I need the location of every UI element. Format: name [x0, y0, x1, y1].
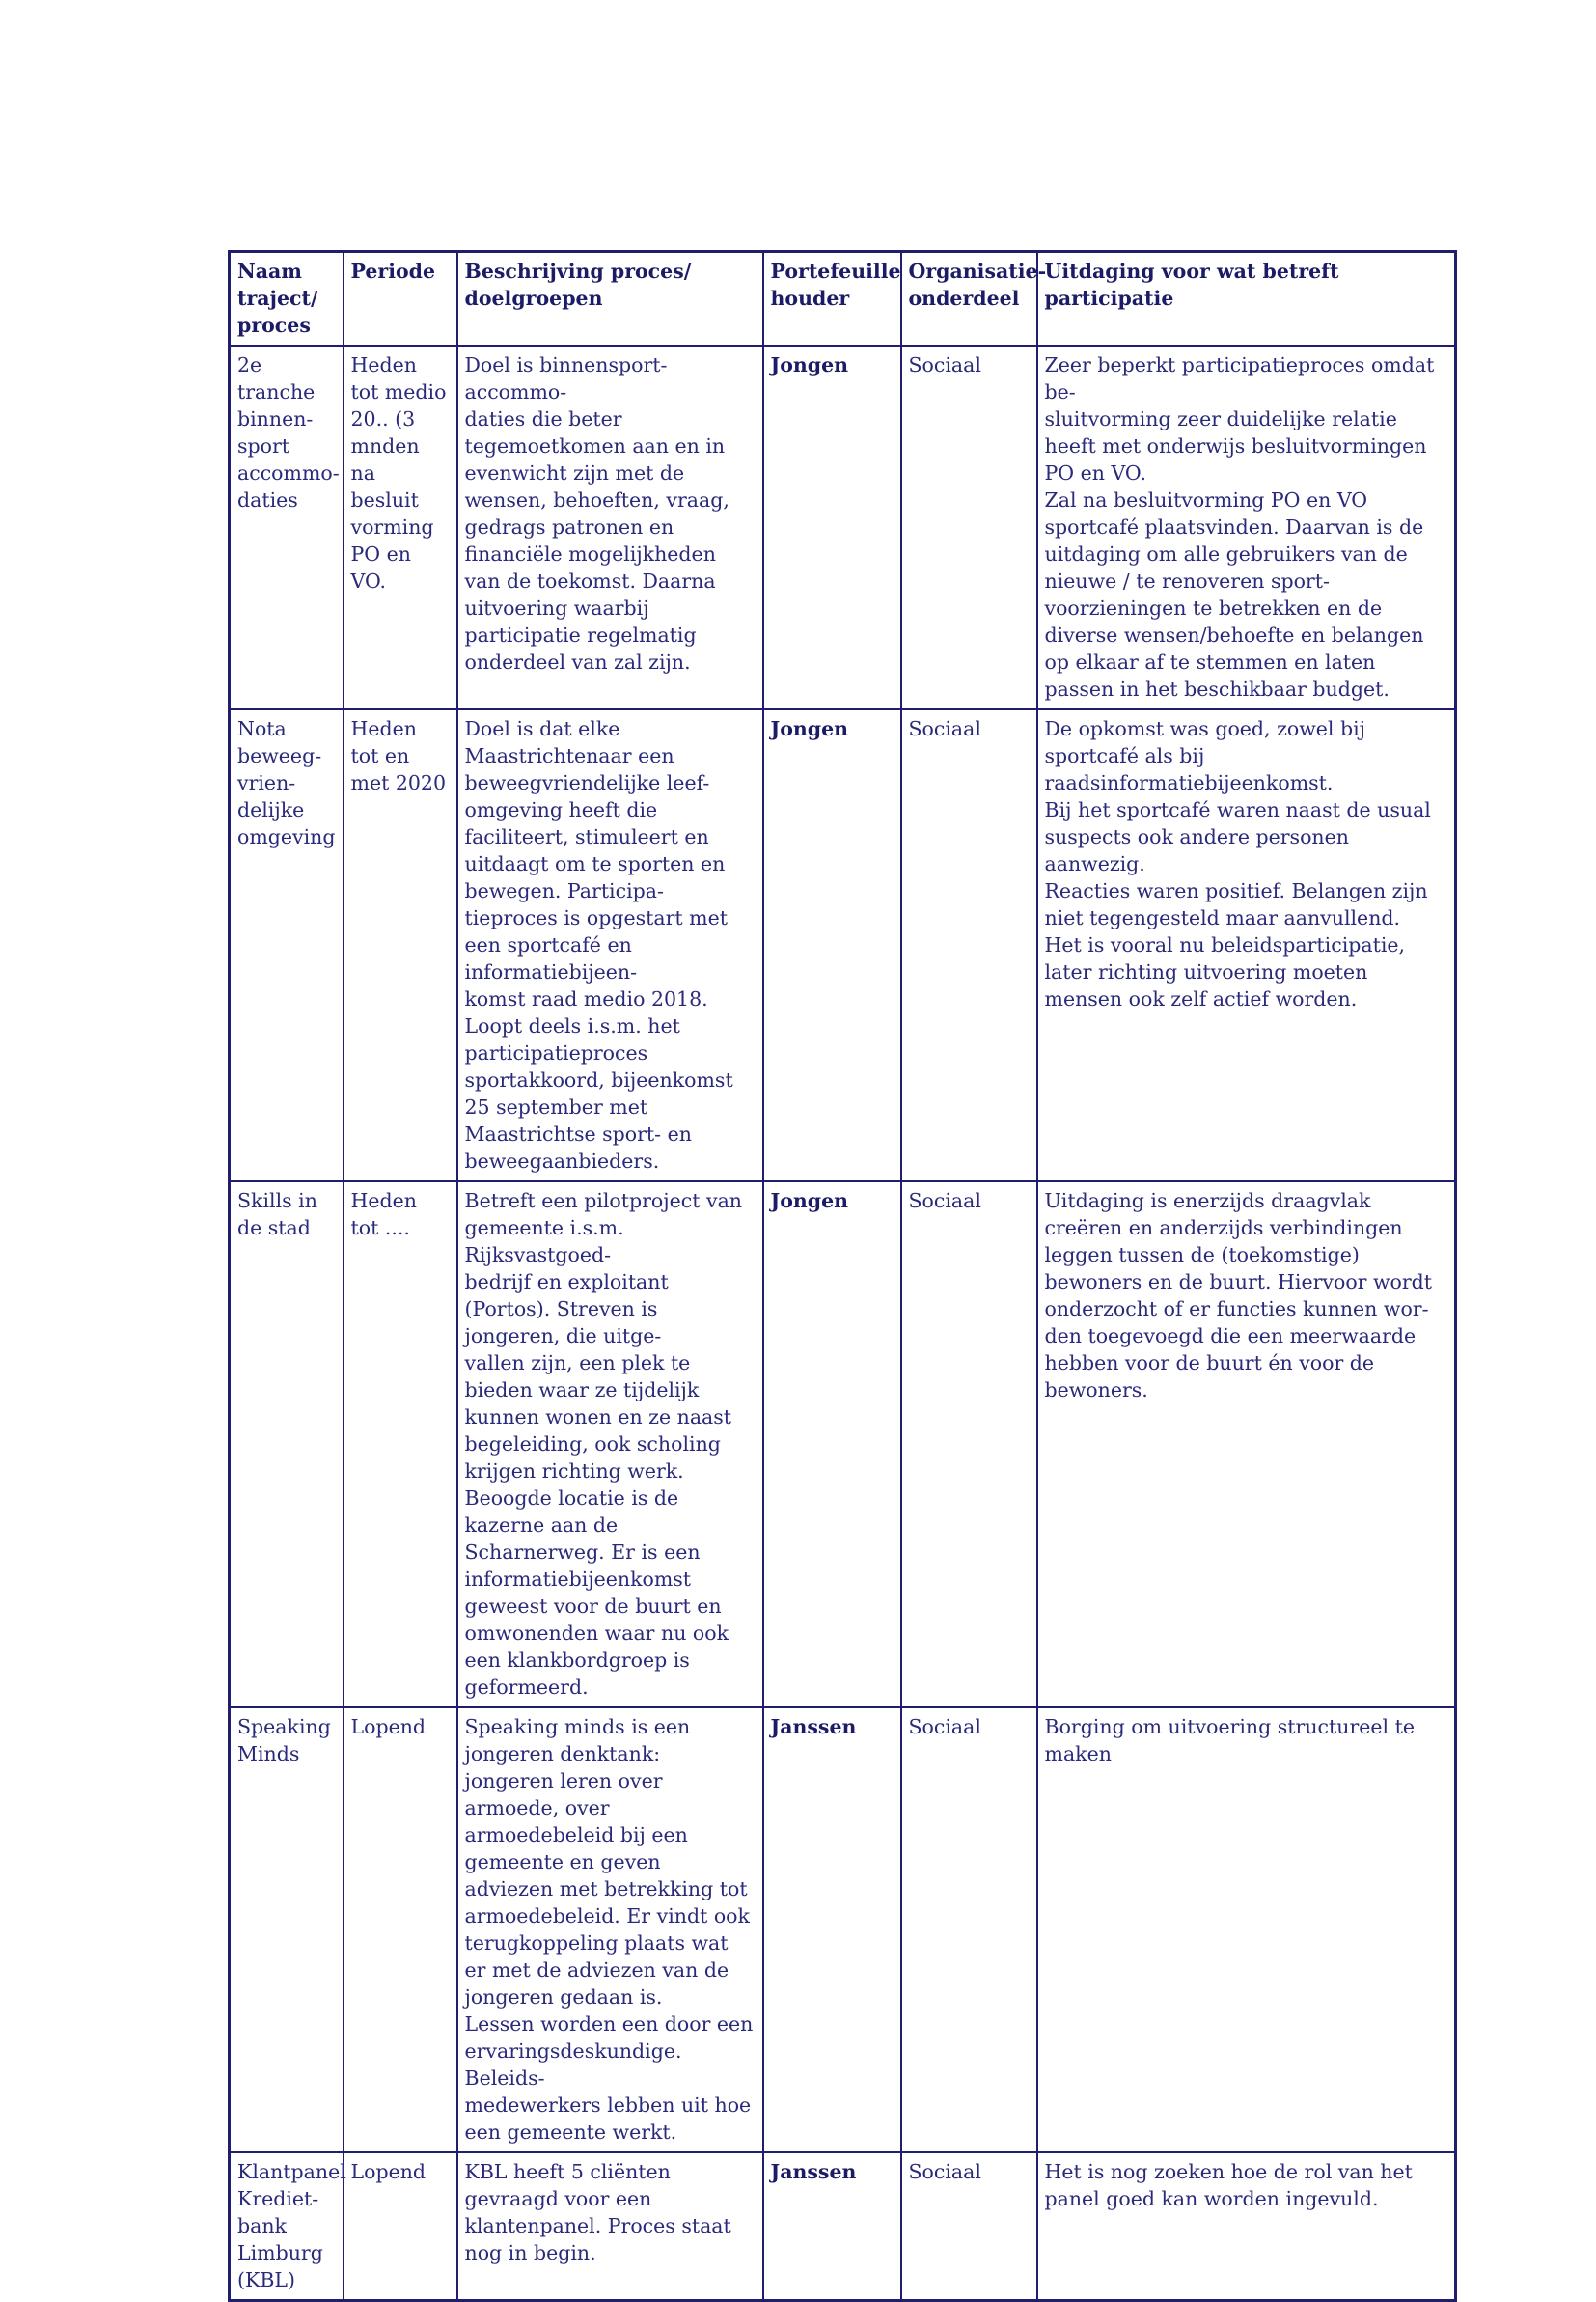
table-row [230, 709, 1456, 1181]
cell-beschrijving: Betreft een pilotproject van gemeente i.s.m. Rijksvastgoed- bedrijf en exploitant (Portos). Streven is jongeren, die uitge- vallen zijn, een plek te bieden waar ze tijdelijk kunnen wonen en ze naast begeleiding, ook scholing krijgen richting werk. Beoogde locatie is de kazerne aan de Scharnerweg. Er is een informatiebijeenkomst geweest voor de buurt en omwonenden waar nu ook een klankbordgroep is geformeerd. [457, 1181, 763, 1707]
header-uitdaging: Uitdaging voor wat betreft participatie [1037, 252, 1456, 347]
cell-portefeuille: Jongen [763, 346, 901, 709]
cell-uitdaging: Borging om uitvoering structureel te maken [1037, 1707, 1456, 2152]
table-row [230, 346, 1456, 709]
header-beschrijving: Beschrijving proces/ doelgroepen [457, 252, 763, 347]
table-header-row [230, 252, 1456, 347]
cell-beschrijving: Doel is dat elke Maastrichtenaar een beweegvriendelijke leef- omgeving heeft die faciliteert, stimuleert en uitdaagt om te sporten en bewegen. Participa- tieproces is opgestart met een sportcafé en informatiebijeen- komst raad medio 2018. Loopt deels i.s.m. het participatieproces sportakkoord, bijeenkomst 25 september met Maastrichtse sport- en beweegaanbieders. [457, 709, 763, 1181]
cell-naam: Nota beweeg- vrien- delijke omgeving [230, 709, 344, 1181]
cell-naam: 2e tranche binnen- sport accommo- daties [230, 346, 344, 709]
cell-periode: Lopend [344, 1707, 457, 2152]
cell-beschrijving: Doel is binnensport-accommo- daties die beter tegemoetkomen aan en in evenwicht zijn met de wensen, behoeften, vraag, gedrags patronen en financiële mogelijkheden van de toekomst. Daarna uitvoering waarbij participatie regelmatig onderdeel van zal zijn. [457, 346, 763, 709]
cell-portefeuille: Janssen [763, 2152, 901, 2301]
cell-organisatie: Sociaal [901, 709, 1037, 1181]
participation-table [228, 250, 1457, 2302]
cell-portefeuille: Janssen [763, 1707, 901, 2152]
cell-naam: Skills in de stad [230, 1181, 344, 1707]
header-naam: Naam traject/ proces [230, 252, 344, 347]
cell-portefeuille: Jongen [763, 1181, 901, 1707]
cell-organisatie: Sociaal [901, 1707, 1037, 2152]
header-periode: Periode [344, 252, 457, 347]
cell-uitdaging: Uitdaging is enerzijds draagvlak creëren en anderzijds verbindingen leggen tussen de (toekomstige) bewoners en de buurt. Hiervoor wordt onderzocht of er functies kunnen wor- den toegevoegd die een meerwaarde hebben voor de buurt én voor de bewoners. [1037, 1181, 1456, 1707]
table-row [230, 1181, 1456, 1707]
header-portefeuille: Portefeuille houder [763, 252, 901, 347]
cell-organisatie: Sociaal [901, 2152, 1037, 2301]
cell-periode: Lopend [344, 2152, 457, 2301]
cell-periode: Heden tot en met 2020 [344, 709, 457, 1181]
cell-periode: Heden tot medio 20.. (3 mnden na besluit vorming PO en VO. [344, 346, 457, 709]
cell-beschrijving: Speaking minds is een jongeren denktank: jongeren leren over armoede, over armoedebeleid bij een gemeente en geven adviezen met betrekking tot armoedebeleid. Er vindt ook terugkoppeling plaats wat er met de adviezen van de jongeren gedaan is. Lessen worden een door een ervaringsdeskundige. Beleids- medewerkers lebben uit hoe een gemeente werkt. [457, 1707, 763, 2152]
cell-portefeuille: Jongen [763, 709, 901, 1181]
cell-periode: Heden tot .... [344, 1181, 457, 1707]
cell-organisatie: Sociaal [901, 1181, 1037, 1707]
cell-uitdaging: De opkomst was goed, zowel bij sportcafé als bij raadsinformatiebijeenkomst. Bij het sportcafé waren naast de usual suspects ook andere personen aanwezig. Reacties waren positief. Belangen zijn niet tegengesteld maar aanvullend. Het is vooral nu beleidsparticipatie, later richting uitvoering moeten mensen ook zelf actief worden. [1037, 709, 1456, 1181]
cell-organisatie: Sociaal [901, 346, 1037, 709]
cell-naam: Klantpanel Krediet- bank Limburg (KBL) [230, 2152, 344, 2301]
table-row [230, 2152, 1456, 2301]
cell-naam: Speaking Minds [230, 1707, 344, 2152]
cell-uitdaging: Zeer beperkt participatieproces omdat be- sluitvorming zeer duidelijke relatie heeft met onderwijs besluitvormingen PO en VO. Zal na besluitvorming PO en VO sportcafé plaatsvinden. Daarvan is de uitdaging om alle gebruikers van de nieuwe / te renoveren sport- voorzieningen te betrekken en de diverse wensen/behoefte en belangen op elkaar af te stemmen en laten passen in het beschikbaar budget. [1037, 346, 1456, 709]
table-row [230, 1707, 1456, 2152]
cell-beschrijving: KBL heeft 5 cliënten gevraagd voor een klantenpanel. Proces staat nog in begin. [457, 2152, 763, 2301]
cell-uitdaging: Het is nog zoeken hoe de rol van het panel goed kan worden ingevuld. [1037, 2152, 1456, 2301]
header-organisatie: Organisatie-onderdeel [901, 252, 1037, 347]
